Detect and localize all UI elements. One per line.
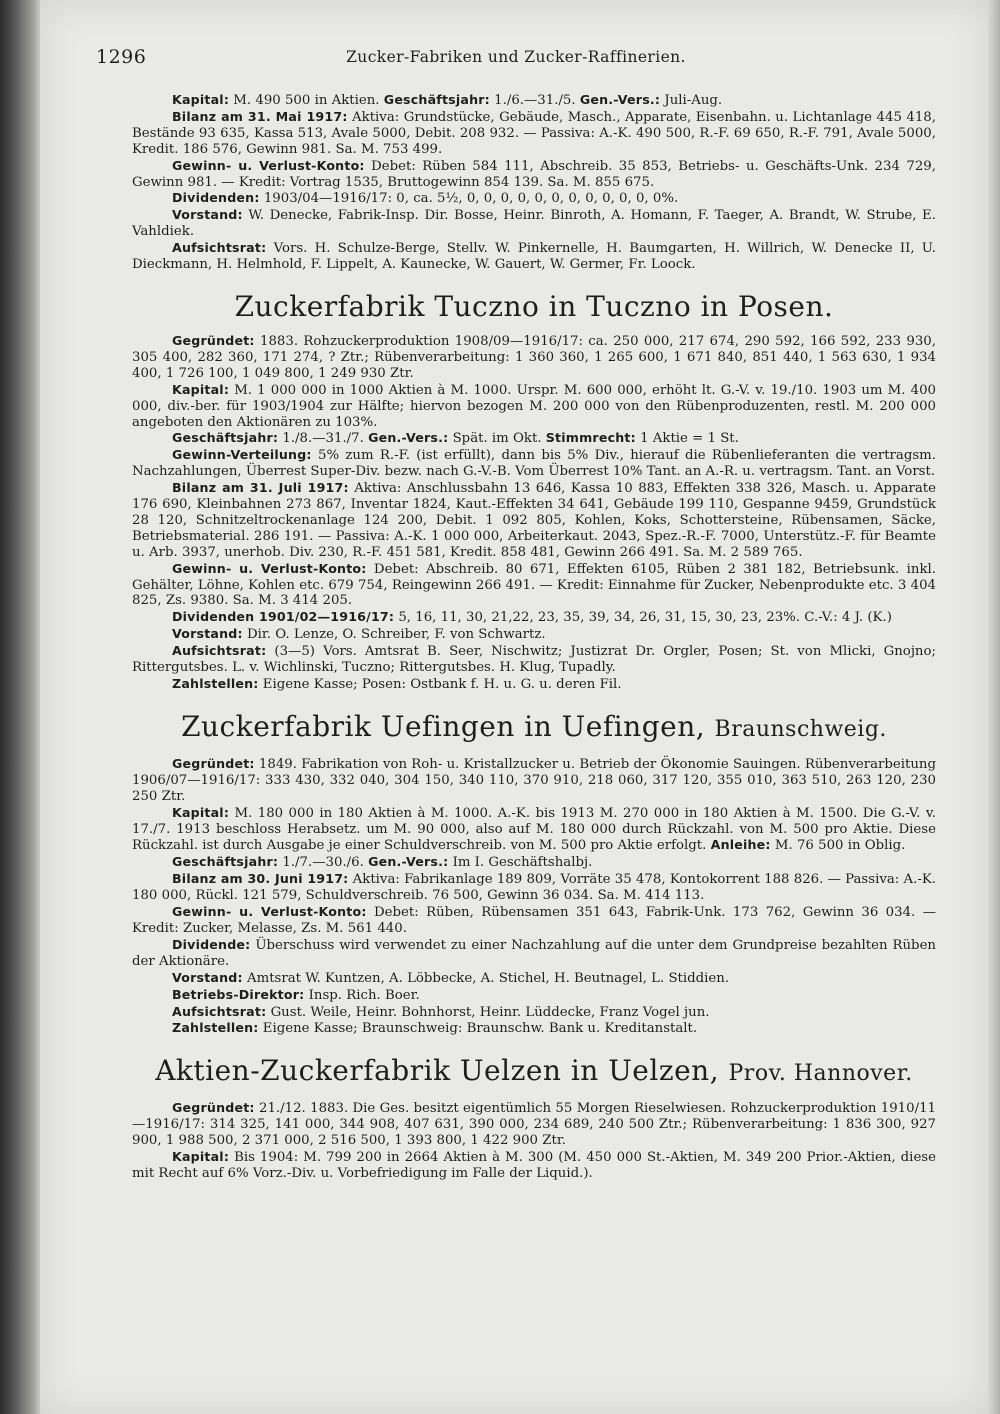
page-number: 1296 bbox=[96, 46, 147, 68]
field-text: Spät. im Okt. bbox=[452, 431, 542, 447]
field-text: 1./7.—30./6. bbox=[282, 855, 364, 871]
field-text: Aktiva: Grundstücke, Gebäude, Masch., Apparate, Eisenbahn. u. Lichtanlage 445 418, Bestände 93 635, Kassa 513, Avale 5000, Debit. 208 932. — Passiva: A.-K. 490 500, R.-F. 69 650, R.-F. 791, Avale 5000, Kredit. 186 576, Gewinn 981. Sa. M. 753 499. bbox=[132, 109, 936, 157]
entry-paragraph bbox=[132, 1020, 936, 1037]
entry-paragraph bbox=[132, 1004, 936, 1021]
entry-paragraph bbox=[132, 609, 936, 626]
field-label: Gen.-Vers.: bbox=[579, 92, 661, 107]
field-label: Bilanz am 31. Juli 1917: bbox=[172, 480, 349, 496]
field-label: Dividenden 1901/02—1916/17: bbox=[172, 609, 395, 625]
field-text: Gust. Weile, Heinr. Bohnhorst, Heinr. Lüddecke, Franz Vogel jun. bbox=[270, 1004, 710, 1020]
field-text: 1./8.—31./7. bbox=[282, 431, 364, 447]
company-name: Aktien-Zuckerfabrik Uelzen in Uelzen, bbox=[155, 1054, 720, 1088]
field-label: Vorstand: bbox=[172, 969, 243, 985]
entry-paragraph bbox=[132, 643, 936, 676]
company-name: Zuckerfabrik Uefingen in Uefingen, bbox=[181, 709, 706, 743]
entry-paragraph bbox=[132, 109, 936, 158]
field-label: Gegründet: bbox=[172, 1100, 255, 1116]
entry-paragraph bbox=[132, 1100, 936, 1149]
field-label: Gewinn- u. Verlust-Konto: bbox=[172, 560, 367, 576]
field-label: Kapital: bbox=[172, 381, 230, 397]
entry-paragraph bbox=[132, 970, 936, 987]
field-label: Gewinn- u. Verlust-Konto: bbox=[172, 157, 365, 173]
company-entry bbox=[132, 92, 936, 273]
entry-paragraph bbox=[132, 626, 936, 643]
field-label: Vorstand: bbox=[172, 207, 243, 223]
company-location: Braunschweig. bbox=[714, 716, 887, 742]
company-title bbox=[132, 1055, 936, 1090]
field-label: Bilanz am 31. Mai 1917: bbox=[172, 108, 348, 124]
field-text: M. 76 500 in Oblig. bbox=[774, 838, 906, 854]
field-label: Zahlstellen: bbox=[172, 1020, 259, 1036]
field-label: Gegründet: bbox=[172, 755, 255, 771]
field-label: Kapital: bbox=[172, 92, 230, 107]
field-text: Eigene Kasse; Braunschweig: Braunschw. Bank u. Kreditanstalt. bbox=[262, 1021, 698, 1037]
entry-paragraph bbox=[132, 937, 936, 970]
field-text: M. 490 500 in Aktien. bbox=[233, 93, 380, 108]
entry-paragraph bbox=[132, 904, 936, 937]
field-text: Amtsrat W. Kuntzen, A. Löbbecke, A. Stichel, H. Beutnagel, L. Stiddien. bbox=[247, 970, 730, 986]
field-label: Geschäftsjahr: bbox=[172, 854, 279, 870]
field-label: Geschäftsjahr: bbox=[383, 92, 490, 107]
page-content bbox=[132, 92, 936, 1182]
entry-paragraph bbox=[132, 382, 936, 431]
field-label: Stimmrecht: bbox=[545, 430, 636, 446]
entry-paragraph bbox=[132, 447, 936, 480]
field-text: Dir. O. Lenze, O. Schreiber, F. von Schwartz. bbox=[247, 627, 546, 643]
field-text: 1./6.—31./5. bbox=[494, 93, 576, 108]
field-text: Bis 1904: M. 799 200 in 2664 Aktien à M. 300 (M. 450 000 St.-Aktien, M. 349 200 Prior.-Aktien, diese mit Recht auf 6% Vorz.-Div. u. Vorbefriedigung im Falle der Liquid.). bbox=[132, 1150, 936, 1181]
field-text: M. 1 000 000 in 1000 Aktien à M. 1000. Urspr. M. 600 000, erhöht lt. G.-V. v. 19./10. 1903 um M. 400 000, div.-ber. für 1903/1904 zur Hälfte; hiervon bezogen M. 200 000 von den Rübenproduzenten, restl. M. 200 000 angeboten den Aktionären zu 103%. bbox=[132, 382, 936, 430]
company-entry bbox=[132, 291, 936, 693]
company-entry bbox=[132, 1055, 936, 1182]
field-label: Geschäftsjahr: bbox=[172, 430, 279, 446]
entry-paragraph bbox=[132, 854, 936, 871]
entry-paragraph bbox=[132, 805, 936, 855]
field-text: Aktiva: Anschlussbahn 13 646, Kassa 10 883, Effekten 338 326, Masch. u. Apparate 176 690, Kleinbahnen 273 867, Inventar 1824, Kaut.-Effekten 34 641, Gebäude 199 110, Gespanne 9459, Grundstück 28 120, Schnitzeltrockenanlage 124 200, Debit. 1 092 805, Kohlen, Koks, Schottersteine, Rübensamen, Säcke, Betriebsmaterial. 286 191. — Passiva: A.-K. 1 000 000, Arbeiterkaut. 2043, Spez.-R.-F. 7000, Unterstütz.-F. für Beamte u. Arb. 3937, unerhob. Div. 230, R.-F. 451 581, Kredit. 858 481, Gewinn 266 491. Sa. M. 2 589 765. bbox=[132, 481, 937, 560]
entry-paragraph bbox=[132, 676, 936, 693]
field-text: 1849. Fabrikation von Roh- u. Kristallzucker u. Betrieb der Ökonomie Sauingen. Rübenverarbeitung 1906/07—1916/17: 333 430, 332 040, 304 150, 340 110, 370 910, 218 060, 317 120, 355 010, 363 510, 263 120, 230 250 Ztr. bbox=[132, 756, 936, 804]
field-label: Gen.-Vers.: bbox=[368, 854, 449, 870]
entry-paragraph bbox=[132, 240, 936, 273]
field-label: Aufsichtsrat: bbox=[172, 1003, 267, 1019]
entry-paragraph bbox=[132, 430, 936, 447]
company-location: Prov. Hannover. bbox=[728, 1061, 913, 1087]
field-text: 1883. Rohzuckerproduktion 1908/09—1916/17: ca. 250 000, 217 674, 290 592, 166 592, 233 930, 305 400, 282 360, 171 274, ? Ztr.; Rübenverarbeitung: 1 360 360, 1 265 600, 1 671 840, 851 440, 1 563 630, 1 934 400, 1 726 100, 1 049 800, 1 249 930 Ztr. bbox=[132, 333, 936, 381]
field-text: 1 Aktie = 1 St. bbox=[640, 431, 739, 447]
page-header bbox=[96, 46, 936, 72]
entry-paragraph bbox=[132, 207, 936, 240]
entry-paragraph bbox=[132, 561, 936, 610]
field-text: Eigene Kasse; Posen: Ostbank f. H. u. G. u. deren Fil. bbox=[262, 677, 622, 692]
field-text: Vors. H. Schulze-Berge, Stellv. W. Pinkernelle, H. Baumgarten, H. Willrich, W. Denecke II, U. Dieckmann, H. Helmhold, F. Lippelt, A. Kaunecke, W. Gauert, W. Germer, Fr. Loock. bbox=[132, 241, 937, 273]
entry-paragraph bbox=[132, 987, 936, 1004]
field-label: Betriebs-Direktor: bbox=[172, 986, 305, 1002]
company-title bbox=[132, 711, 936, 746]
field-text: Aktiva: Fabrikanlage 189 809, Vorräte 35 478, Kontokorrent 188 826. — Passiva: A.-K. 180 000, Rückl. 121 579, Schuldverschreib. 76 500, Gewinn 36 034. Sa. M. 414 113. bbox=[132, 872, 936, 904]
company-name: Zuckerfabrik Tuczno in Tuczno in Posen. bbox=[234, 289, 834, 323]
entry-paragraph bbox=[132, 158, 936, 191]
entry-paragraph bbox=[132, 190, 936, 207]
field-text: Insp. Rich. Boer. bbox=[308, 987, 420, 1003]
field-text: 21./12. 1883. Die Ges. besitzt eigentümlich 55 Morgen Rieselwiesen. Rohzuckerproduktion 1910/11—1916/17: 314 325, 141 000, 344 908, 407 631, 390 000, 234 689, 240 500 Ztr.; Rübenverarbeitung: 1 836 300, 927 900, 1 988 500, 2 371 000, 2 516 500, 1 393 800, 1 422 900 Ztr. bbox=[132, 1101, 936, 1149]
field-text: (3—5) Vors. Amtsrat B. Seer, Nischwitz; Justizrat Dr. Orgler, Posen; St. von Mlicki, Gnojno; Rittergutsbes. L. v. Wichlinski, Tuczno; Rittergutsbes. H. Klug, Tupadly. bbox=[132, 644, 936, 676]
field-text: 5% zum R.-F. (ist erfüllt), dann bis 5% Div., hierauf die Rübenlieferanten die vertragsm. Nachzahlungen, Überrest Super-Div. bezw. nach G.-V.-B. Vom Überrest 10% Tant. an A.-R. u. vertragsm. Tant. an Vorst. bbox=[132, 448, 936, 480]
entry-paragraph bbox=[132, 1149, 936, 1182]
field-label: Gen.-Vers.: bbox=[368, 430, 449, 446]
field-label: Anleihe: bbox=[710, 837, 771, 853]
entry-paragraph bbox=[132, 756, 936, 805]
field-label: Gewinn- u. Verlust-Konto: bbox=[172, 904, 367, 920]
page-edge-right bbox=[988, 0, 1000, 1414]
page-edge-left bbox=[0, 0, 40, 1414]
field-text: Juli-Aug. bbox=[664, 93, 723, 108]
field-label: Aufsichtsrat: bbox=[172, 643, 267, 659]
field-label: Aufsichtsrat: bbox=[172, 240, 267, 256]
entry-paragraph bbox=[132, 333, 936, 382]
field-label: Zahlstellen: bbox=[172, 676, 259, 691]
company-entry bbox=[132, 711, 936, 1037]
field-text: 5, 16, 11, 30, 21,22, 23, 35, 39, 34, 26, 31, 15, 30, 23, 23%. C.-V.: 4 J. (K.) bbox=[398, 610, 892, 626]
field-text: W. Denecke, Fabrik-Insp. Dir. Bosse, Heinr. Binroth, A. Homann, F. Taeger, A. Brandt, W. Strube, E. Vahldiek. bbox=[132, 208, 936, 240]
field-label: Gegründet: bbox=[172, 332, 255, 348]
entry-paragraph bbox=[132, 871, 936, 904]
field-label: Dividenden: bbox=[172, 190, 260, 206]
field-label: Dividende: bbox=[172, 936, 251, 952]
running-title: Zucker-Fabriken und Zucker-Raffinerien. bbox=[346, 48, 686, 66]
field-label: Kapital: bbox=[172, 1149, 230, 1165]
field-text: Im I. Geschäftshalbj. bbox=[452, 855, 593, 871]
field-label: Bilanz am 30. Juni 1917: bbox=[172, 871, 349, 887]
field-label: Kapital: bbox=[172, 804, 230, 820]
field-label: Vorstand: bbox=[172, 626, 243, 642]
field-text: Debet: Rüben 584 111, Abschreib. 35 853, Betriebs- u. Geschäfts-Unk. 234 729, Gewinn 981. — Kredit: Vortrag 1535, Bruttogewinn 854 139. Sa. M. 855 675. bbox=[132, 158, 936, 190]
field-text: 1903/04—1916/17: 0, ca. 5½, 0, 0, 0, 0, 0, 0, 0, 0, 0, 0, 0, 0%. bbox=[263, 191, 679, 207]
field-text: Debet: Abschreib. 80 671, Effekten 6105, Rüben 2 381 182, Betriebsunk. inkl. Gehälter, Löhne, Kohlen etc. 679 754, Reingewinn 266 491. — Kredit: Einnahme für Zucker, Nebenprodukte etc. 3 404 825, Zs. 9380. Sa. M. 3 414 205. bbox=[132, 561, 936, 609]
field-text: Debet: Rüben, Rübensamen 351 643, Fabrik-Unk. 173 762, Gewinn 36 034. — Kredit: Zucker, Melasse, Zs. M. 561 440. bbox=[132, 905, 936, 936]
field-text: Überschuss wird verwendet zu einer Nachzahlung auf die unter dem Grundpreise bezahlten Rüben der Aktionäre. bbox=[132, 937, 936, 969]
field-text: M. 180 000 in 180 Aktien à M. 1000. A.-K. bis 1913 M. 270 000 in 180 Aktien à M. 1500. Die G.-V. v. 17./7. 1913 beschloss Herabsetz. um M. 90 000, also auf M. 180 000 durch Rückzahl. von M. 500 pro Aktie. Diese Rückzahl. ist durch Ausgabe je einer Schuldverschreib. von M. 500 pro Aktie erfolgt. bbox=[132, 805, 936, 854]
entry-paragraph bbox=[132, 480, 936, 561]
entry-paragraph bbox=[132, 92, 936, 109]
field-label: Gewinn-Verteilung: bbox=[172, 447, 312, 463]
company-title bbox=[132, 291, 936, 323]
